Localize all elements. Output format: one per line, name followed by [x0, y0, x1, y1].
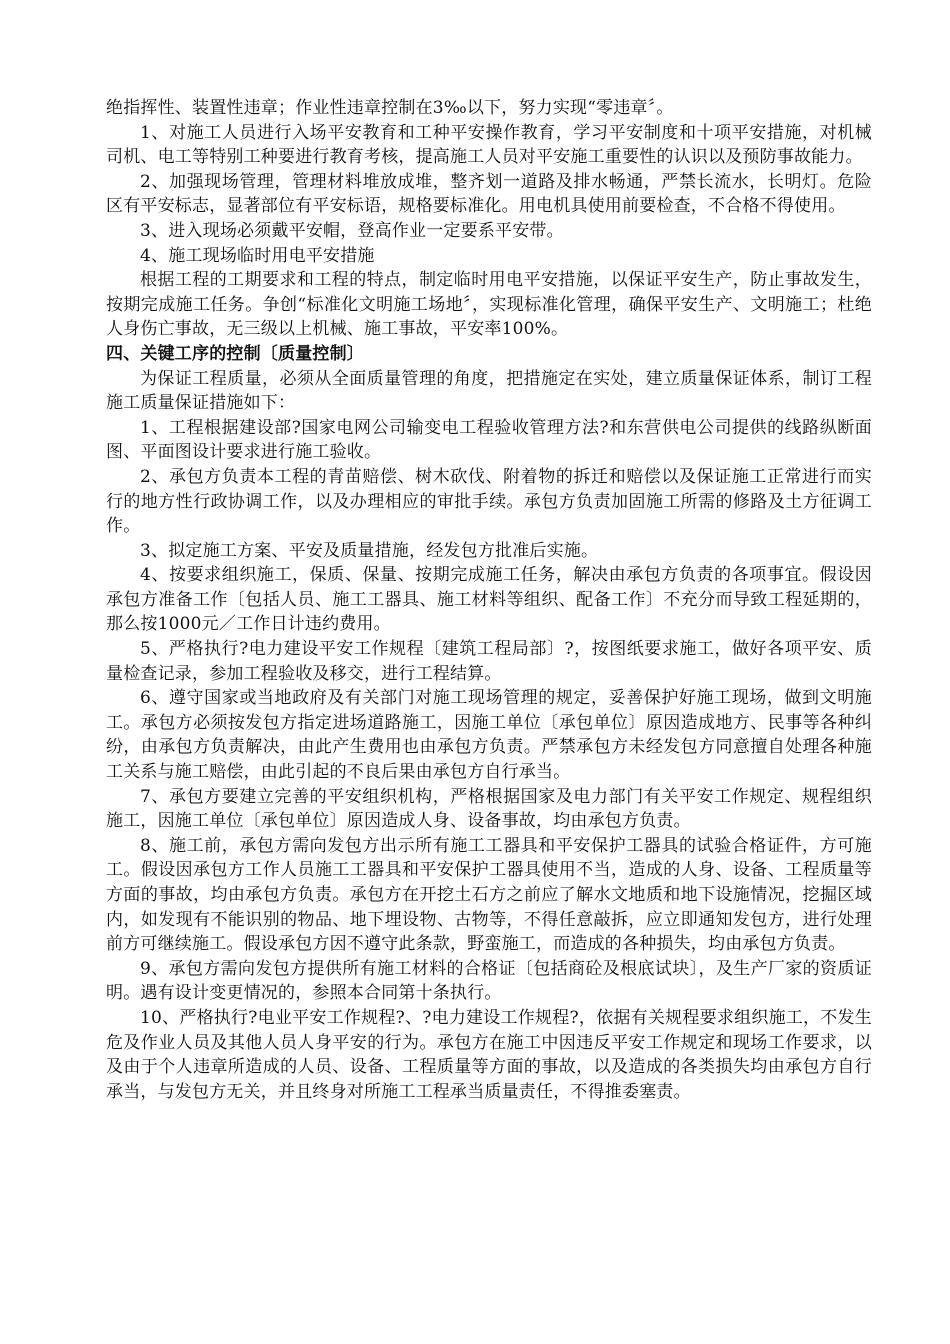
document-page: [106, 96, 872, 1104]
quality-item-7: 7、承包方要建立完善的平安组织机构，严格根据国家及电力部门有关平安工作规定、规程组织施工，因施工单位〔承包单位〕原因造成人身、设备事故，均由承包方负责。: [106, 786, 872, 832]
quality-item-1: 1、工程根据建设部?国家电网公司输变电工程验收管理方法?和东营供电公司提供的线路纵断面图、平面图设计要求进行施工验收。: [106, 417, 872, 463]
intro-paragraph: 绝指挥性、装置性违章；作业性违章控制在3‰以下，努力实现“零违章〞。: [106, 98, 674, 118]
safety-item-2: 2、加强现场管理，管理材料堆放成堆，整齐划一道路及排水畅通，严禁长流水，长明灯。危险区有平安标志，显著部位有平安标语，规格要标准化。用电机具使用前要检查，不合格不得使用。: [106, 171, 872, 217]
quality-item-10: 10、严格执行?电业平安工作规程?、?电力建设工作规程?，依据有关规程要求组织施工，不发生危及作业人员及其他人员人身平安的行为。承包方在施工中因违反平安工作规定和现场工作要求，以及由于个人违章所造成的人员、设备、工程质量等方面的事故，以及造成的各类损失均由承包方自行承当，与发包方无关，并且终身对所施工工程承当质量责任，不得推委塞责。: [106, 1007, 872, 1102]
quality-item-5: 5、严格执行?电力建设平安工作规程〔建筑工程局部〕?，按图纸要求施工，做好各项平安、质量检查记录，参加工程验收及移交，进行工程结算。: [106, 639, 872, 684]
safety-item-4: 4、施工现场临时用电平安措施: [140, 245, 375, 266]
safety-item-1: 1、对施工人员进行入场平安教育和工种平安操作教育，学习平安制度和十项平安措施，对机械司机、电工等特别工种要进行教育考核，提高施工人员对平安施工重要性的认识以及预防事故能力。: [106, 122, 872, 168]
section-heading: 四、关键工序的控制〔质量控制〕: [106, 343, 364, 364]
quality-item-6: 6、遵守国家或当地政府及有关部门对施工现场管理的规定，妥善保护好施工现场，做到文明施工。承包方必须按发包方指定进场道路施工，因施工单位〔承包单位〕原因造成地方、民事等各种纠纷，由承包方负责解决，由此产生费用也由承包方负责。严禁承包方未经发包方同意擅自处理各种施工关系与施工赔偿，由此引起的不良后果由承包方自行承当。: [106, 688, 872, 783]
quality-item-9: 9、承包方需向发包方提供所有施工材料的合格证〔包括商砼及根底试块〕，及生产厂家的资质证明。遇有设计变更情况的，参照本合同第十条执行。: [106, 958, 872, 1004]
quality-item-2: 2、承包方负责本工程的青苗赔偿、树木砍伐、附着物的拆迁和赔偿以及保证施工正常进行而实行的地方性行政协调工作，以及办理相应的审批手续。承包方负责加固施工所需的修路及土方征调工作。: [106, 466, 872, 537]
safety-item-4-detail: 根据工程的工期要求和工程的特点，制定临时用电平安措施，以保证平安生产，防止事故发生，按期完成施工任务。争创“标准化文明施工场地〞，实现标准化管理，确保平安生产、文明施工；杜绝人身伤亡事故，无三级以上机械、施工事故，平安率100%。: [106, 270, 872, 340]
quality-item-3: 3、拟定施工方案、平安及质量措施，经发包方批准后实施。: [140, 540, 599, 561]
quality-item-4: 4、按要求组织施工，保质、保量、按期完成施工任务，解决由承包方负责的各项事宜。假设因承包方准备工作〔包括人员、施工工器具、施工材料等组织、配备工作〕不充分而导致工程延期的，那么按1000元／工作日计违约费用。: [106, 565, 872, 635]
section-intro: 为保证工程质量，必须从全面质量管理的角度，把措施定在实处，建立质量保证体系，制订工程施工质量保证措施如下：: [106, 368, 872, 414]
quality-item-8: 8、施工前，承包方需向发包方出示所有施工工器具和平安保护工器具的试验合格证件，方可施工。假设因承包方工作人员施工工器具和平安保护工器具使用不当，造成的人身、设备、工程质量等方面的事故，均由承包方负责。承包方在开挖土石方之前应了解水文地质和地下设施情况，挖掘区域内，如发现有不能识别的物品、地下埋设物、古物等，不得任意敲拆，应立即通知发包方，进行处理前方可继续施工。假设承包方因不遵守此条款，野蛮施工，而造成的各种损失，均由承包方负责。: [106, 835, 872, 955]
safety-item-3: 3、进入现场必须戴平安帽，登高作业一定要系平安带。: [140, 220, 564, 241]
